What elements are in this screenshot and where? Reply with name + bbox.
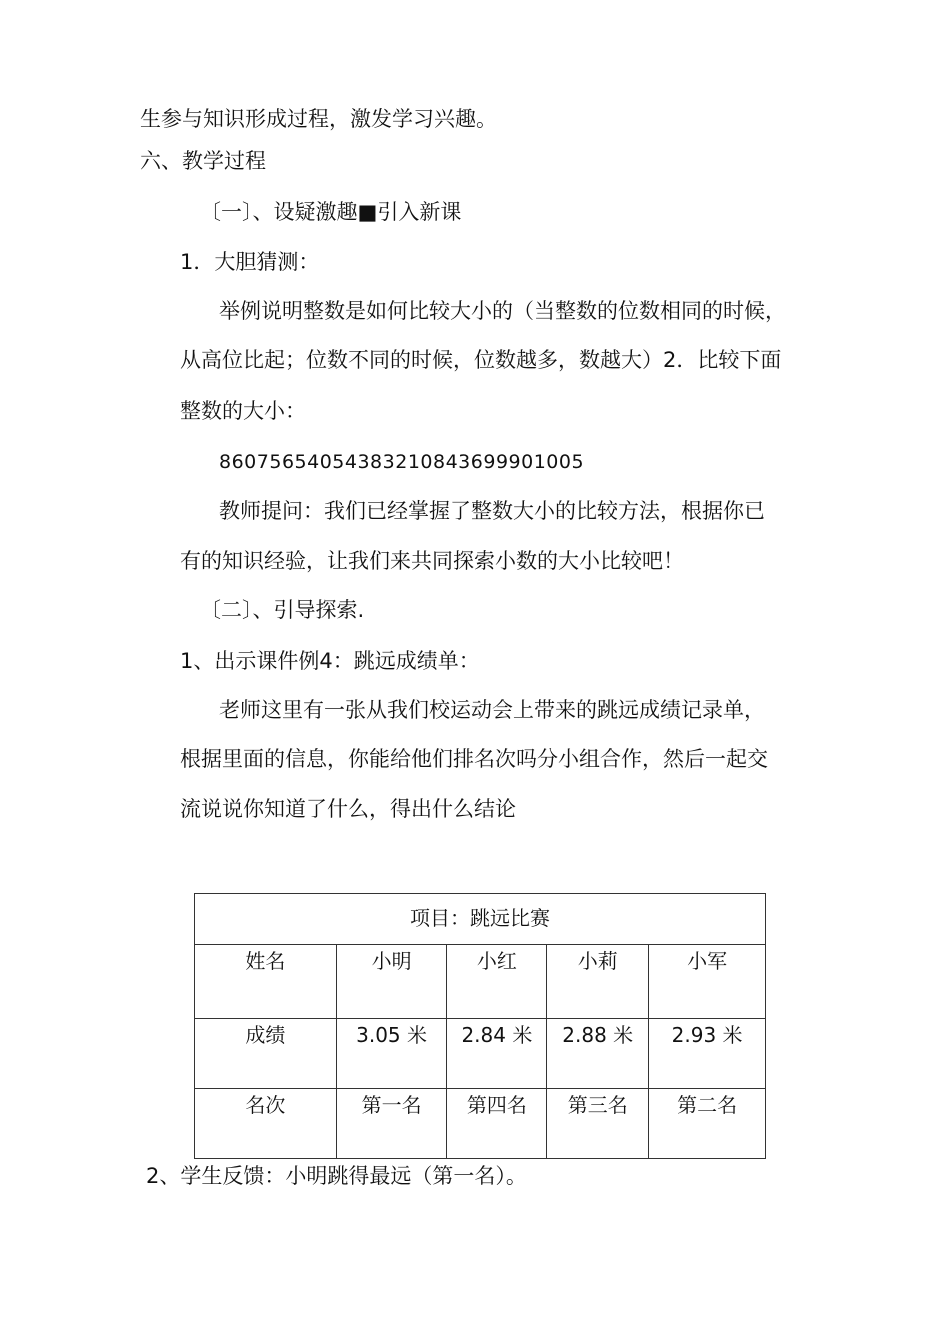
table-title-row: [195, 894, 766, 945]
table-cell: 第二名: [649, 1089, 766, 1159]
paragraph-line: 整数的大小：: [180, 399, 306, 423]
table-cell: 小军: [649, 945, 766, 1019]
table-cell: 小莉: [547, 945, 649, 1019]
paragraph-line: 有的知识经验，让我们来共同探索小数的大小比较吧！: [180, 549, 684, 573]
section-heading: 六、教学过程: [140, 149, 266, 173]
table-cell: 2.93 米: [649, 1019, 766, 1089]
table-row: [195, 945, 766, 1019]
table-row: [195, 1089, 766, 1159]
table-row: [195, 1019, 766, 1089]
row-header: 名次: [195, 1089, 337, 1159]
paragraph-line: 根据里面的信息，你能给他们排名次吗分小组合作，然后一起交: [180, 747, 768, 771]
paragraph-line: 教师提问：我们已经掌握了整数大小的比较方法，根据你已: [219, 499, 765, 523]
paragraph-line: 流说说你知道了什么，得出什么结论: [180, 797, 516, 821]
row-header: 成绩: [195, 1019, 337, 1089]
table-cell: 第三名: [547, 1089, 649, 1159]
table-cell: 小明: [336, 945, 447, 1019]
list-item-heading: 1、出示课件例4：跳远成绩单：: [180, 649, 480, 673]
subsection-heading: 〔一〕、设疑激趣■引入新课: [200, 200, 462, 224]
paragraph-line: 老师这里有一张从我们校运动会上带来的跳远成绩记录单，: [219, 698, 765, 722]
list-item-heading: 2、学生反馈：小明跳得最远（第一名）。: [146, 1164, 527, 1188]
score-table: [194, 893, 766, 1159]
table-title: 项目：跳远比赛: [195, 894, 766, 945]
paragraph-line: 生参与知识形成过程，激发学习兴趣。: [140, 107, 497, 131]
table-cell: 3.05 米: [336, 1019, 447, 1089]
number-sequence: 86075654054383210843699901005: [219, 451, 585, 473]
paragraph-line: 从高位比起；位数不同的时候，位数越多，数越大）2．比较下面: [180, 348, 782, 372]
table-cell: 第一名: [336, 1089, 447, 1159]
row-header: 姓名: [195, 945, 337, 1019]
paragraph-line: 举例说明整数是如何比较大小的（当整数的位数相同的时候，: [219, 299, 786, 323]
list-item-heading: 1．大胆猜测：: [180, 250, 320, 274]
table-cell: 小红: [447, 945, 547, 1019]
table-cell: 2.84 米: [447, 1019, 547, 1089]
table-cell: 2.88 米: [547, 1019, 649, 1089]
subsection-heading: 〔二〕、引导探索.: [200, 598, 365, 622]
table-cell: 第四名: [447, 1089, 547, 1159]
